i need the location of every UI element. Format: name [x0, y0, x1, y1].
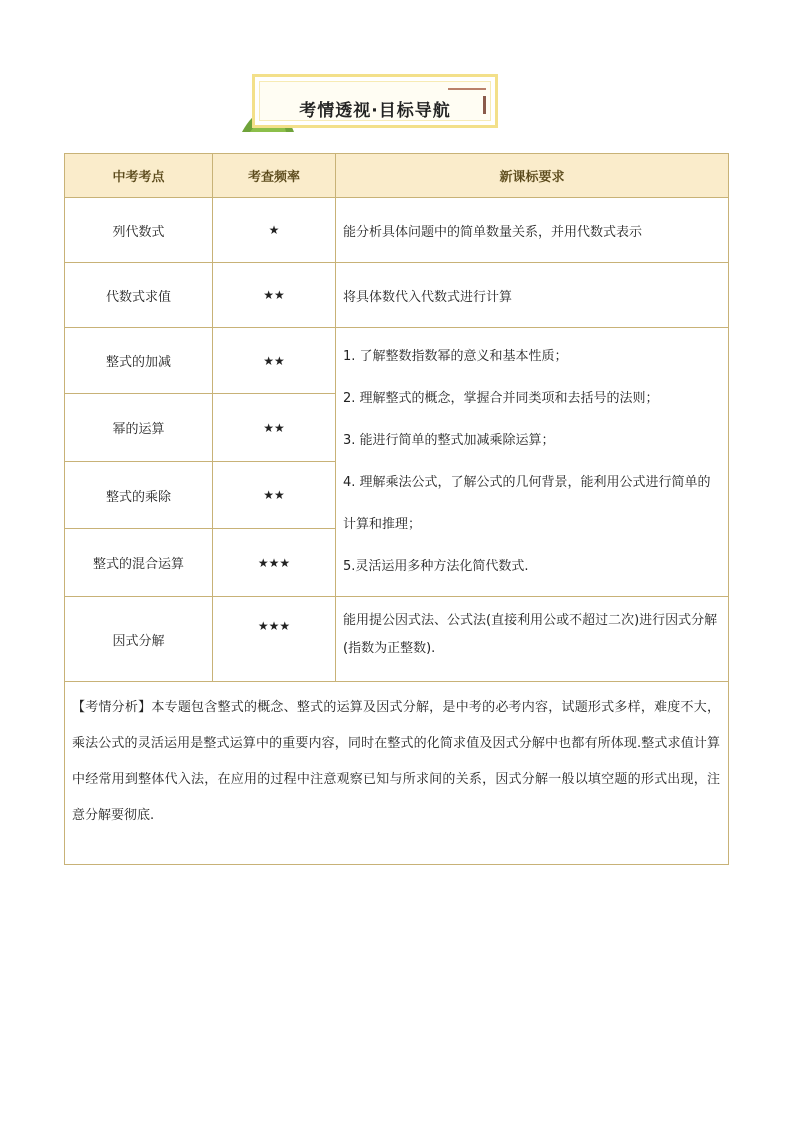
- requirement: 将具体数代入代数式进行计算: [336, 263, 729, 328]
- frequency-stars: ★★: [213, 263, 336, 328]
- requirement: 能用提公因式法、公式法(直接利用公或不超过二次)进行因式分解(指数为正整数).: [336, 597, 729, 682]
- banner-inner-frame: [259, 81, 491, 121]
- banner-accent-line: [448, 88, 486, 90]
- table-row: [65, 328, 729, 394]
- exam-points-table: [64, 153, 729, 865]
- banner-accent-bar: [483, 96, 486, 114]
- merged-requirements: [336, 328, 729, 597]
- frequency-stars: ★★: [213, 328, 336, 394]
- frequency-stars: ★★★: [213, 597, 336, 682]
- requirement-item: 3. 能进行简单的整式加减乘除运算；: [343, 433, 555, 448]
- exam-point: 代数式求值: [65, 263, 213, 328]
- exam-point: 整式的混合运算: [65, 529, 213, 597]
- exam-point: 幂的运算: [65, 394, 213, 462]
- table-row: [65, 597, 729, 682]
- exam-point: 列代数式: [65, 198, 213, 263]
- exam-point: 整式的加减: [65, 328, 213, 394]
- requirement-item: 2. 理解整式的概念，掌握合并同类项和去括号的法则；: [343, 391, 659, 406]
- frequency-stars: ★★★: [213, 529, 336, 597]
- exam-point: 整式的乘除: [65, 461, 213, 529]
- exam-analysis: 【考情分析】本专题包含整式的概念、整式的运算及因式分解，是中考的必考内容，试题形式多样，难度不大，乘法公式的灵活运用是整式运算中的重要内容，同时在整式的化简求值及因式分解中也都有所体现.整式求值计算中经常用到整体代入法，在应用的过程中注意观察已知与所求间的关系，因式分解一般以填空题的形式出现，注意分解要彻底.: [65, 682, 729, 865]
- analysis-row: [65, 682, 729, 865]
- frequency-stars: ★★: [213, 461, 336, 529]
- section-banner: [240, 70, 502, 132]
- header-requirement: 新课标要求: [336, 154, 729, 198]
- banner-title: 考情透视·目标导航: [299, 101, 451, 121]
- frequency-stars: ★★: [213, 394, 336, 462]
- table-row: [65, 198, 729, 263]
- requirement-item: 4. 理解乘法公式，了解公式的几何背景，能利用公式进行简单的计算和推理；: [343, 475, 711, 532]
- banner-frame: [252, 74, 498, 128]
- exam-point: 因式分解: [65, 597, 213, 682]
- table-row: [65, 263, 729, 328]
- frequency-stars: ★: [213, 198, 336, 263]
- header-point: 中考考点: [65, 154, 213, 198]
- table-header-row: [65, 154, 729, 198]
- requirement-item: 5.灵活运用多种方法化简代数式.: [343, 559, 529, 574]
- requirement: 能分析具体问题中的简单数量关系，并用代数式表示: [336, 198, 729, 263]
- requirement-item: 1. 了解整数指数幂的意义和基本性质；: [343, 349, 568, 364]
- header-frequency: 考查频率: [213, 154, 336, 198]
